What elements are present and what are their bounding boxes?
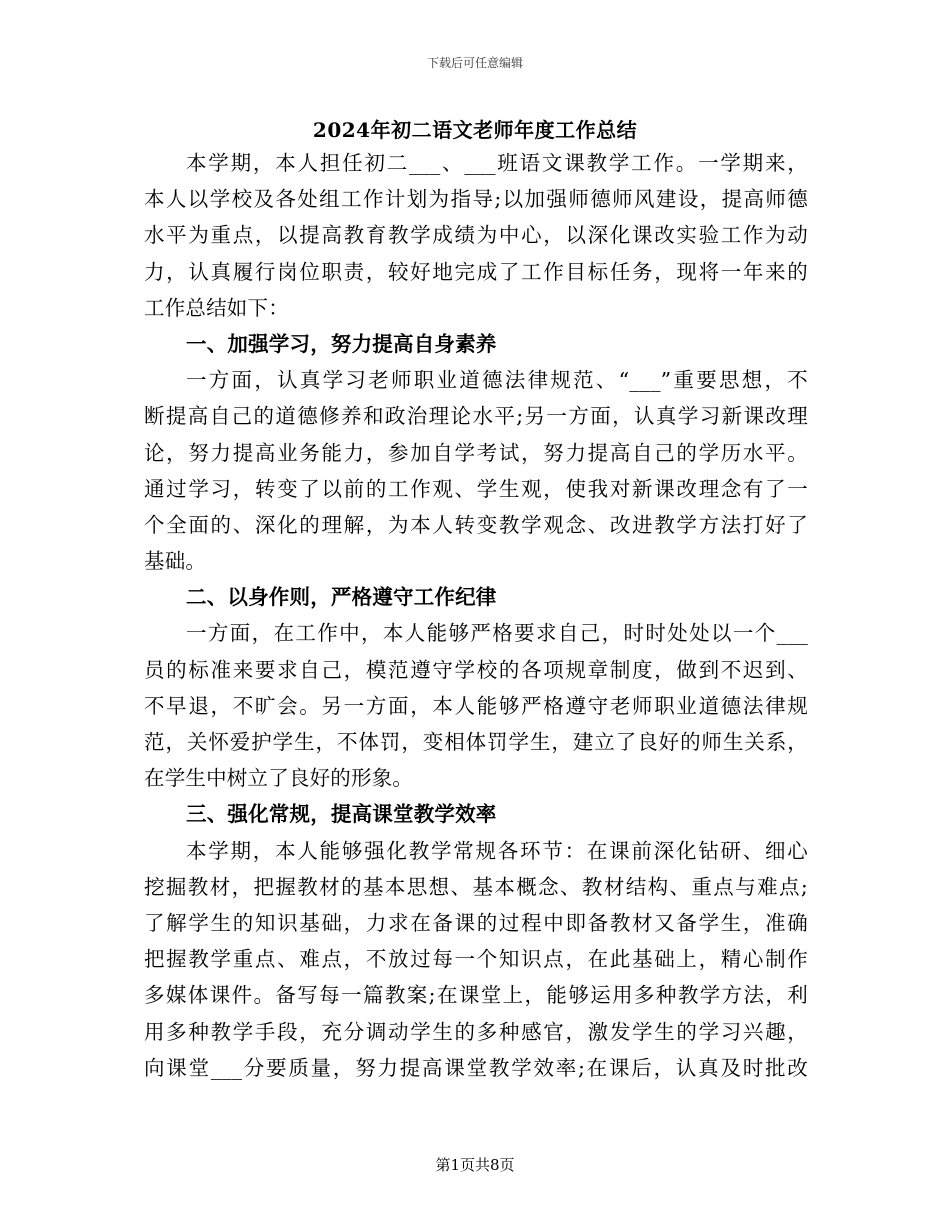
text-line: 本学期，本人能够强化教学常规各环节：在课前深化钻研、细心	[186, 838, 808, 863]
page-footer: 第1页共8页	[435, 1156, 515, 1174]
text-line: 范，关怀爱护学生，不体罚，变相体罚学生，建立了良好的师生关系，	[144, 730, 808, 754]
text-line: 断提高自己的道德修养和政治理论水平;另一方面，认真学习新课改理	[144, 404, 808, 429]
text-line: 基础。	[144, 549, 207, 574]
text-line: 多媒体课件。备写每一篇教案;在课堂上，能够运用多种教学方法，利	[144, 983, 808, 1008]
text-line: 在学生中树立了良好的形象。	[144, 766, 414, 791]
header-note: 下载后可任意编辑	[426, 56, 523, 70]
text-line: 一方面，认真学习老师职业道德法律规范、“___”重要思想，不	[186, 368, 808, 393]
section-heading: 一、加强学习，努力提高自身素养	[186, 331, 497, 356]
document-body	[144, 145, 808, 1086]
text-line: 个全面的、深化的理解，为本人转变教学观念、改进教学方法打好了	[144, 512, 808, 537]
text-line: 用多种教学手段，充分调动学生的多种感官，激发学生的学习兴趣，	[144, 1019, 808, 1044]
text-line: 挖掘教材，把握教材的基本思想、基本概念、教材结构、重点与难点;	[144, 874, 808, 899]
section-heading: 二、以身作则，严格遵守工作纪律	[186, 585, 497, 610]
text-line: 员的标准来要求自己，模范遵守学校的各项规章制度，做到不迟到、	[144, 657, 808, 682]
text-line: 一方面，在工作中，本人能够严格要求自己，时时处处以一个___	[186, 621, 808, 646]
text-line: 向课堂___分要质量，努力提高课堂教学效率;在课后，认真及时批改	[144, 1055, 808, 1080]
text-line: 水平为重点，以提高教育教学成绩为中心，以深化课改实验工作为动	[144, 223, 808, 248]
text-line: 了解学生的知识基础，力求在备课的过程中即备教材又备学生，准确	[144, 910, 808, 935]
text-line: 把握教学重点、难点，不放过每一个知识点，在此基础上，精心制作	[144, 947, 808, 972]
text-line: 本人以学校及各处组工作计划为指导;以加强师德师风建设，提高师德	[144, 187, 808, 212]
section-heading: 三、强化常规，提高课堂教学效率	[186, 802, 497, 827]
text-line: 通过学习，转变了以前的工作观、学生观，使我对新课改理念有了一	[144, 476, 808, 501]
text-line: 力，认真履行岗位职责，较好地完成了工作目标任务，现将一年来的	[144, 259, 808, 284]
text-line: 论，努力提高业务能力，参加自学考试，努力提高自己的学历水平。	[144, 440, 808, 465]
text-line: 工作总结如下：	[144, 295, 289, 320]
text-line: 不早退，不旷会。另一方面，本人能够严格遵守老师职业道德法律规	[144, 693, 808, 718]
text-line: 本学期，本人担任初二___、___班语文课教学工作。一学期来，	[186, 151, 808, 175]
document-title: 2024年初二语文老师年度工作总结	[312, 118, 638, 142]
